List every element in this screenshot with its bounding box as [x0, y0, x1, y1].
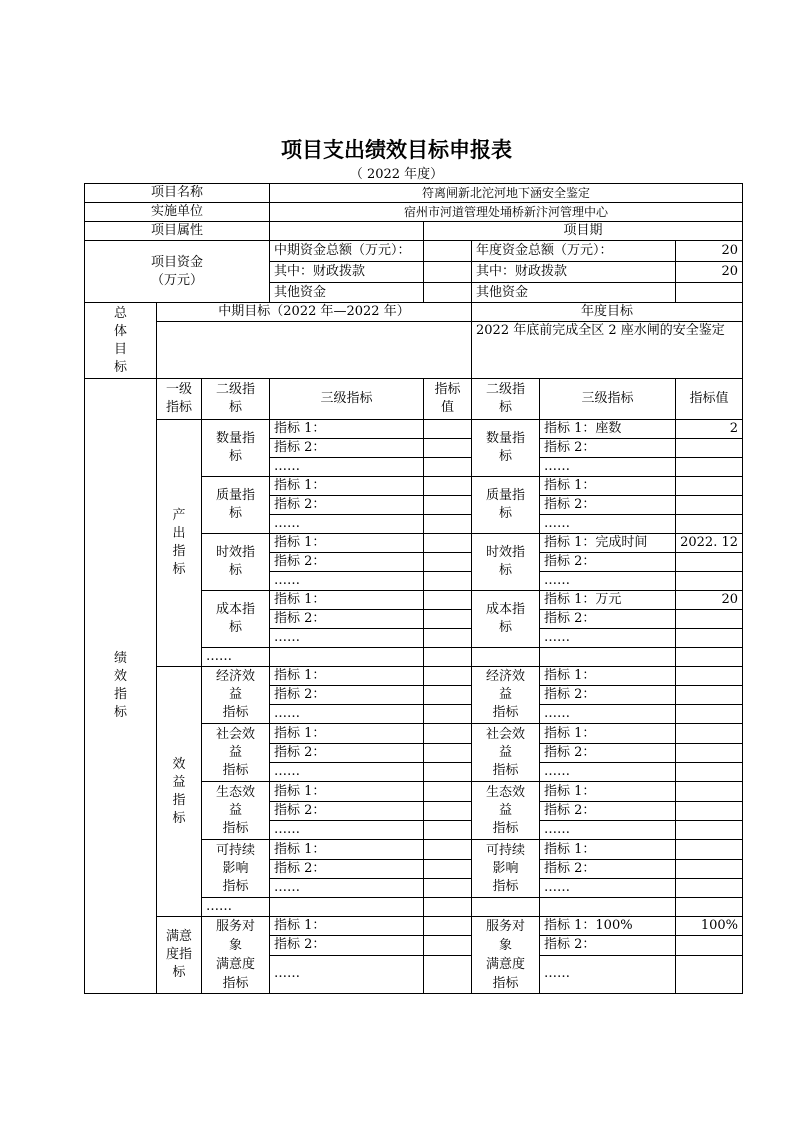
indicator-cell: 指标 1：	[270, 782, 424, 802]
indicator-cell: 指标 1：	[540, 477, 676, 496]
sustainability-label-mid: 可持续 影响 指标	[202, 840, 270, 898]
indicator-cell: 指标 1：	[540, 667, 676, 686]
header-level3-mid: 三级指标	[270, 379, 424, 420]
header-level2-year: 二级指 标	[472, 379, 540, 420]
indicator-cell: 指标 2：	[540, 496, 676, 515]
header-value-mid: 指标 值	[424, 379, 472, 420]
indicator-cell: 指标 2：	[540, 553, 676, 572]
indicator-cell: 指标 1：	[270, 534, 424, 553]
page-title: 项目支出绩效目标申报表	[281, 138, 512, 162]
year-fiscal-label: 其中：财政拨款	[472, 262, 676, 283]
indicator-cell: 指标 2：	[540, 439, 676, 458]
indicator-cell: 指标 2：	[270, 553, 424, 572]
mid-other-value	[424, 283, 472, 303]
indicator-cell: 指标 1：万元	[540, 591, 676, 610]
indicator-value: 20	[676, 591, 743, 610]
mid-fiscal-label: 其中：财政拨款	[270, 262, 424, 283]
indicator-cell: 指标 2：	[270, 860, 424, 879]
level1-satisfaction: 满意 度指 标	[157, 917, 202, 994]
indicator-dots: ……	[270, 955, 424, 994]
year-total-label: 年度资金总额（万元）：	[472, 241, 676, 262]
indicator-dots: ……	[540, 879, 676, 898]
overall-goal-label: 总 体 目 标	[85, 303, 157, 379]
indicator-cell: 指标 1：	[270, 667, 424, 686]
indicator-cell: 指标 2：	[270, 686, 424, 705]
ecological-label-mid: 生态效 益 指标	[202, 782, 270, 840]
indicator-cell: 指标 1：	[270, 591, 424, 610]
impl-unit-label: 实施单位	[85, 203, 270, 222]
indicator-cell: 指标 2：	[270, 744, 424, 763]
year-other-value	[676, 283, 743, 303]
economic-label-year: 经济效 益 指标	[472, 667, 540, 724]
indicator-cell: 指标 1：	[270, 420, 424, 439]
mid-total-label: 中期资金总额（万元）：	[270, 241, 424, 262]
indicator-cell: 指标 1：座数	[540, 420, 676, 439]
header-level2-mid: 二级指 标	[202, 379, 270, 420]
indicator-cell: 指标 1：	[540, 840, 676, 860]
indicator-dots: ……	[540, 705, 676, 724]
indicator-cell: 指标 2：	[540, 936, 676, 955]
page-subtitle: （ 2022 年度）	[349, 167, 444, 182]
indicator-dots: ……	[270, 763, 424, 782]
indicator-dots: ……	[540, 821, 676, 840]
indicator-cell: 指标 2：	[270, 439, 424, 458]
indicator-cell: 指标 2：	[270, 610, 424, 629]
level1-benefit: 效 益 指 标	[157, 667, 202, 917]
indicator-cell: 指标 2：	[540, 686, 676, 705]
quality-label-year: 质量指 标	[472, 477, 540, 534]
indicator-cell: 指标 2：	[540, 744, 676, 763]
indicator-dots: ……	[540, 458, 676, 477]
mid-total-value	[424, 241, 472, 262]
service-satisfaction-label-year: 服务对 象 满意度 指标	[472, 917, 540, 994]
indicator-cell: 指标 1：	[270, 840, 424, 860]
year-fiscal-value: 20	[676, 262, 743, 283]
quantity-label-mid: 数量指 标	[202, 420, 270, 477]
indicator-value: 2	[676, 420, 743, 439]
project-attr-value	[270, 222, 424, 241]
cost-label-mid: 成本指 标	[202, 591, 270, 648]
quality-label-mid: 质量指 标	[202, 477, 270, 534]
cost-label-year: 成本指 标	[472, 591, 540, 648]
indicator-value: 2022. 12	[676, 534, 743, 553]
timeliness-label-year: 时效指 标	[472, 534, 540, 591]
impl-unit-value: 宿州市河道管理处埇桥新汴河管理中心	[270, 203, 743, 222]
indicator-cell: 指标 1：	[270, 724, 424, 744]
indicator-dots: ……	[540, 515, 676, 534]
indicator-dots: ……	[270, 572, 424, 591]
year-total-value: 20	[676, 241, 743, 262]
header-level1: 一级 指标	[157, 379, 202, 420]
header-level3-year: 三级指标	[540, 379, 676, 420]
indicator-cell: 指标 2：	[540, 610, 676, 629]
project-period-label: 项目期	[424, 222, 743, 241]
indicator-dots: ……	[270, 515, 424, 534]
indicator-dots: ……	[540, 763, 676, 782]
performance-indicator-label: 绩 效 指 标	[85, 379, 157, 994]
indicator-dots: ……	[540, 955, 676, 994]
header-value-year: 指标值	[676, 379, 743, 420]
indicator-cell: 指标 1：100%	[540, 917, 676, 936]
indicator-value: 100%	[676, 917, 743, 936]
indicator-cell: 指标 2：	[270, 936, 424, 955]
indicator-cell: 指标 2：	[540, 802, 676, 821]
service-satisfaction-label-mid: 服务对 象 满意度 指标	[202, 917, 270, 994]
mid-goal-header: 中期目标（2022 年—2022 年）	[157, 303, 472, 322]
indicator-cell: 指标 1：完成时间	[540, 534, 676, 553]
timeliness-label-mid: 时效指 标	[202, 534, 270, 591]
year-other-label: 其他资金	[472, 283, 676, 303]
indicator-dots: ……	[202, 898, 270, 917]
indicator-cell: 指标 1：	[540, 782, 676, 802]
sustainability-label-year: 可持续 影响 指标	[472, 840, 540, 898]
indicator-cell: 指标 2：	[270, 802, 424, 821]
indicator-cell: 指标 2：	[270, 496, 424, 515]
project-attr-label: 项目属性	[85, 222, 270, 241]
indicator-cell: 指标 1：	[540, 724, 676, 744]
indicator-dots: ……	[270, 705, 424, 724]
year-goal-text: 2022 年底前完成全区 2 座水闸的安全鉴定	[472, 322, 743, 379]
mid-fiscal-value	[424, 262, 472, 283]
quantity-label-year: 数量指 标	[472, 420, 540, 477]
indicator-dots: ……	[270, 821, 424, 840]
indicator-cell: 指标 2：	[540, 860, 676, 879]
indicator-cell: 指标 1：	[270, 477, 424, 496]
level1-output: 产 出 指 标	[157, 420, 202, 667]
indicator-cell: 指标 1：	[270, 917, 424, 936]
social-label-year: 社会效 益 指标	[472, 724, 540, 782]
ecological-label-year: 生态效 益 指标	[472, 782, 540, 840]
indicator-dots: ……	[270, 458, 424, 477]
economic-label-mid: 经济效 益 指标	[202, 667, 270, 724]
project-funds-label: 项目资金 （万元）	[85, 241, 270, 303]
social-label-mid: 社会效 益 指标	[202, 724, 270, 782]
performance-table	[84, 183, 743, 994]
indicator-dots: ……	[270, 879, 424, 898]
project-name-label: 项目名称	[85, 184, 270, 203]
project-name-value: 符离闸新北沱河地下涵安全鉴定	[270, 184, 743, 203]
mid-goal-text	[157, 322, 472, 379]
indicator-dots: ……	[202, 648, 270, 667]
indicator-dots: ……	[270, 629, 424, 648]
year-goal-header: 年度目标	[472, 303, 743, 322]
indicator-dots: ……	[540, 629, 676, 648]
mid-other-label: 其他资金	[270, 283, 424, 303]
indicator-dots: ……	[540, 572, 676, 591]
